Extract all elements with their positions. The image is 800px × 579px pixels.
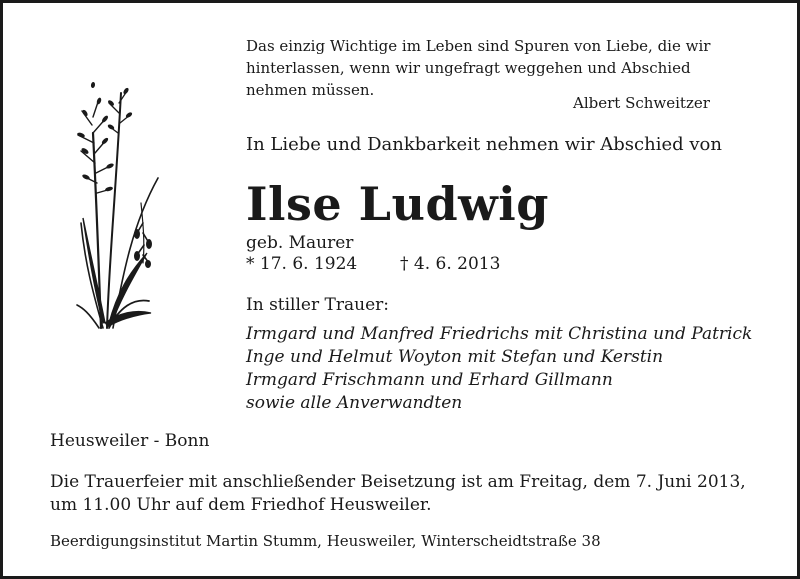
quote-line: Das einzig Wichtige im Leben sind Spuren von Liebe, die wir [246, 37, 711, 55]
intro-text: In Liebe und Dankbarkeit nehmen wir Abschied von [246, 134, 722, 155]
death-date: † 4. 6. 2013 [400, 254, 501, 274]
quote-author: Albert Schweitzer [573, 94, 710, 112]
quote [246, 35, 710, 101]
service-line: Die Trauerfeier mit anschließender Beisetzung ist am Freitag, dem 7. Juni 2013, [50, 472, 746, 492]
quote-line: hinterlassen, wenn wir ungefragt weggehen und Abschied [246, 59, 691, 77]
service-line: um 11.00 Uhr auf dem Friedhof Heusweiler. [50, 495, 432, 515]
grass-illustration-icon [63, 73, 163, 333]
mourner-line: sowie alle Anverwandten [246, 393, 463, 413]
mourning-label: In stiller Trauer: [246, 295, 389, 315]
mourners-list [246, 323, 752, 415]
deceased-name: Ilse Ludwig [246, 177, 549, 231]
birth-date: * 17. 6. 1924 [246, 254, 358, 274]
funeral-service-info [50, 471, 746, 517]
mourner-line: Inge und Helmut Woyton mit Stefan und Kerstin [246, 347, 664, 367]
birth-name: geb. Maurer [246, 233, 354, 253]
place: Heusweiler - Bonn [50, 431, 210, 451]
undertaker-info: Beerdigungsinstitut Martin Stumm, Heusweiler, Winterscheidtstraße 38 [50, 532, 601, 550]
mourner-line: Irmgard und Manfred Friedrichs mit Christina und Patrick [246, 324, 753, 344]
quote-line: nehmen müssen. [246, 81, 375, 99]
mourner-line: Irmgard Frischmann und Erhard Gillmann [246, 370, 613, 390]
